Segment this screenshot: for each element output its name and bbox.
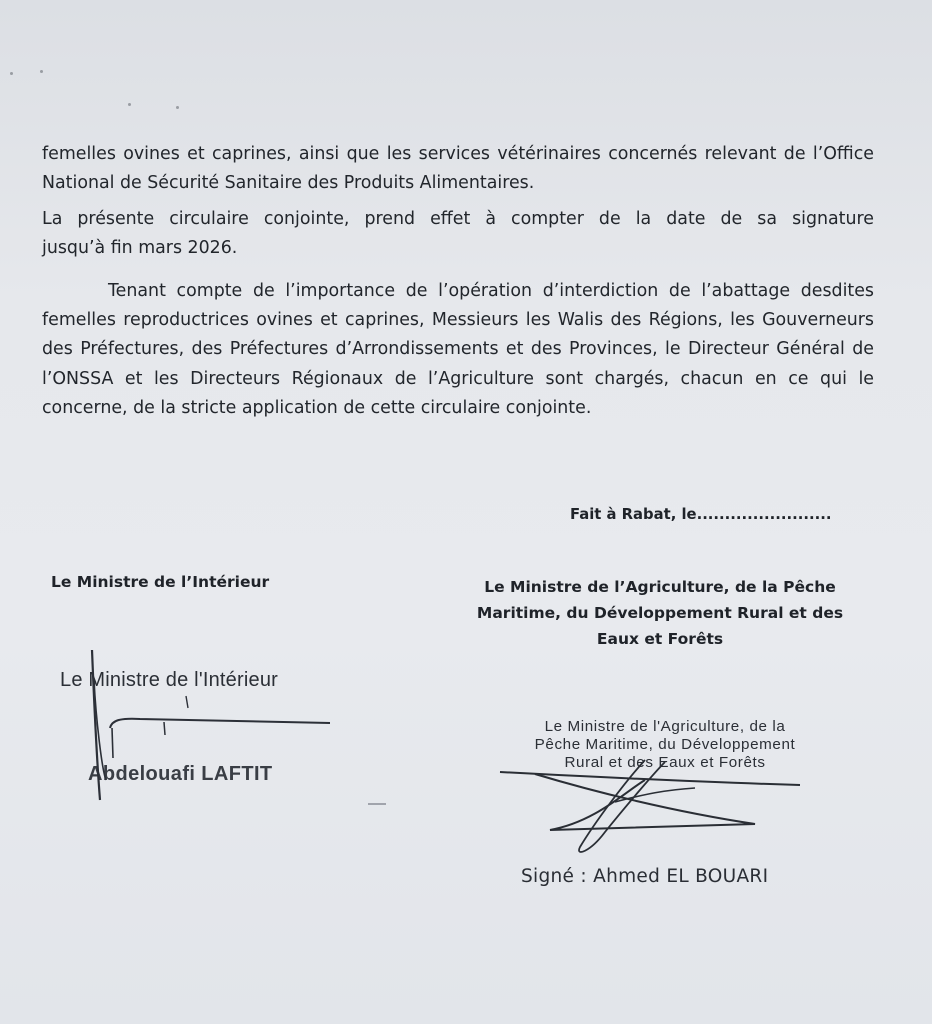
scan-speck [176, 106, 179, 109]
paragraph-1: femelles ovines et caprines, ainsi que les services vétérinaires concernés relevant de l’Office National de Sécurité Sanitaire des Produits Alimentaires. [42, 144, 874, 194]
right-title-line-1: Le Ministre de l’Agriculture, de la Pêche [484, 578, 836, 596]
left-signatory-title: Le Ministre de l’Intérieur [51, 573, 270, 591]
left-stamp-name: Abdelouafi LAFTIT [88, 763, 273, 785]
scan-speck [40, 70, 43, 73]
right-stamp-line-1: Le Ministre de l'Agriculture, de la [544, 718, 786, 735]
left-signature [80, 640, 340, 810]
body-text [42, 140, 874, 424]
scan-speck [128, 103, 131, 106]
paragraph-3: Tenant compte de l’importance de l’opération d’interdiction de l’abattage desdites femelles reproductrices ovines et caprines, Messieurs les Walis des Régions, les Gouverneurs des Préfectures, des Préfectures d’Arrondissements et des Provinces, le Directeur Général de l’ONSSA et les Directeurs Régionaux de l’Agriculture sont chargés, chacun en ce qui le concerne, de la stricte application de cette circulaire conjointe. [42, 280, 874, 419]
paragraph-2 [42, 205, 874, 264]
right-signature [495, 752, 815, 862]
left-stamp-title: Le Ministre de l'Intérieur [60, 669, 279, 691]
paragraph-2-line-1: La présente circulaire conjointe, prend effet à compter de la date de sa signature [42, 208, 874, 229]
stray-mark [368, 802, 388, 806]
scan-speck [10, 72, 13, 75]
paragraph-2-line-2: jusqu’à fin mars 2026. [42, 238, 238, 259]
right-signatory-title [450, 574, 870, 652]
place-date: Fait à Rabat, le........................ [570, 506, 832, 523]
right-title-line-3: Eaux et Forêts [596, 630, 724, 648]
right-stamp-line-3: Rural et des Eaux et Forêts [564, 754, 766, 771]
signed-line: Signé : Ahmed EL BOUARI [521, 866, 769, 887]
right-title-line-2: Maritime, du Développement Rural et des [476, 604, 844, 622]
right-stamp-line-2: Pêche Maritime, du Développement [534, 736, 796, 753]
